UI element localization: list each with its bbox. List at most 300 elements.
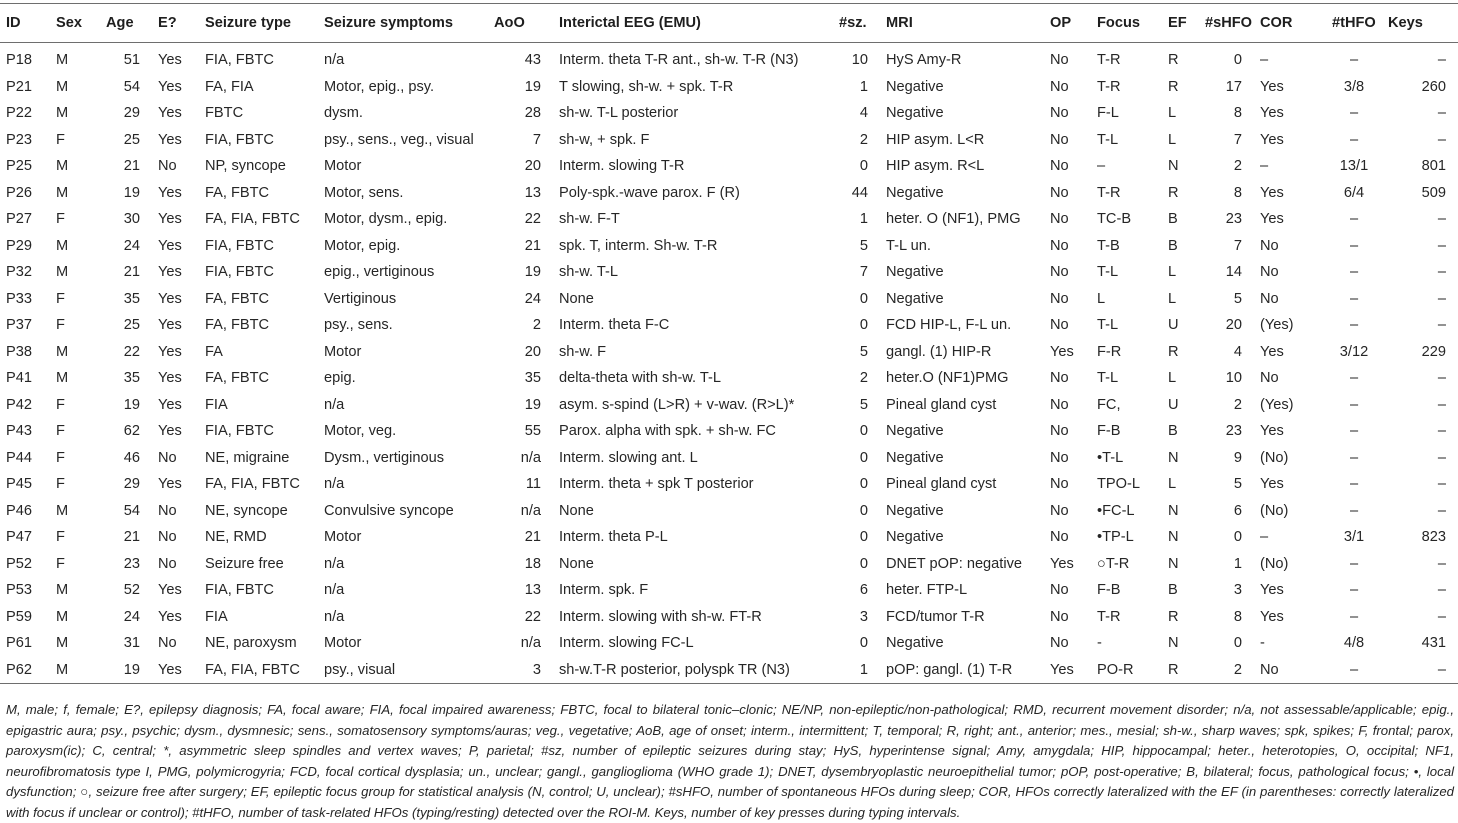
cell-ef: U <box>1168 396 1179 413</box>
cell-thfo: – <box>1349 370 1359 387</box>
cell-id: P38 <box>6 343 32 360</box>
cell-id: P41 <box>6 370 32 387</box>
cell-cor: Yes <box>1260 582 1284 599</box>
cell-epilepsy: Yes <box>158 290 182 307</box>
cell-sz-count: 5 <box>859 396 868 413</box>
cell-eeg: Interm. spk. F <box>559 582 649 599</box>
cell-op: No <box>1050 211 1069 228</box>
cell-keys: – <box>1437 105 1446 122</box>
table-row <box>0 498 1458 525</box>
cell-sex: M <box>56 661 69 678</box>
cell-aoo: 13 <box>524 582 541 599</box>
cell-mri: Negative <box>886 264 944 281</box>
cell-thfo: – <box>1349 105 1359 122</box>
cell-keys: – <box>1437 211 1446 228</box>
cell-sex: M <box>56 105 69 122</box>
cell-keys: 431 <box>1421 635 1446 652</box>
header-ef: EF <box>1168 15 1187 31</box>
cell-focus: ○T-R <box>1097 555 1130 572</box>
cell-sex: M <box>56 370 69 387</box>
cell-age: 19 <box>123 396 140 413</box>
table-row <box>0 74 1458 101</box>
cell-focus: F-B <box>1097 582 1121 599</box>
header-sex: Sex <box>56 15 82 31</box>
cell-aoo: 18 <box>524 555 541 572</box>
cell-op: No <box>1050 529 1069 546</box>
cell-thfo: – <box>1349 52 1359 69</box>
cell-aoo: 21 <box>524 237 541 254</box>
cell-seizure-symptoms: n/a <box>324 476 345 493</box>
cell-shfo: 0 <box>1233 52 1242 69</box>
cell-age: 25 <box>123 131 140 148</box>
cell-focus: PO-R <box>1097 661 1134 678</box>
cell-shfo: 8 <box>1233 608 1242 625</box>
cell-id: P62 <box>6 661 32 678</box>
cell-seizure-type: FIA <box>205 608 228 625</box>
cell-shfo: 9 <box>1233 449 1242 466</box>
cell-shfo: 17 <box>1225 78 1242 95</box>
cell-seizure-type: FIA, FBTC <box>205 264 274 281</box>
cell-keys: – <box>1437 449 1446 466</box>
table-row <box>0 233 1458 260</box>
cell-seizure-type: FA, FBTC <box>205 317 270 334</box>
cell-epilepsy: Yes <box>158 211 182 228</box>
cell-focus: T-L <box>1097 370 1119 387</box>
cell-keys: – <box>1437 582 1446 599</box>
cell-eeg: sh-w, + spk. F <box>559 131 650 148</box>
cell-age: 21 <box>123 529 140 546</box>
cell-focus: F-B <box>1097 423 1121 440</box>
cell-aoo: 35 <box>524 370 541 387</box>
cell-epilepsy: Yes <box>158 184 182 201</box>
cell-eeg: sh-w. T-L posterior <box>559 105 679 122</box>
cell-ef: U <box>1168 317 1179 334</box>
cell-epilepsy: Yes <box>158 343 182 360</box>
cell-ef: L <box>1168 131 1177 148</box>
cell-sex: M <box>56 237 69 254</box>
cell-thfo: 4/8 <box>1343 635 1365 652</box>
cell-keys: 260 <box>1421 78 1446 95</box>
cell-shfo: 8 <box>1233 184 1242 201</box>
cell-sz-count: 7 <box>859 264 868 281</box>
cell-seizure-symptoms: Vertiginous <box>324 290 397 307</box>
cell-epilepsy: No <box>158 635 177 652</box>
cell-epilepsy: Yes <box>158 264 182 281</box>
cell-focus: T-R <box>1097 608 1121 625</box>
cell-ef: R <box>1168 78 1179 95</box>
cell-sex: F <box>56 317 65 334</box>
cell-cor: Yes <box>1260 476 1284 493</box>
table-row <box>0 524 1458 551</box>
cell-id: P37 <box>6 317 32 334</box>
cell-id: P27 <box>6 211 32 228</box>
cell-thfo: – <box>1349 237 1359 254</box>
cell-eeg: Interm. slowing T-R <box>559 158 685 175</box>
cell-aoo: 43 <box>524 52 541 69</box>
cell-op: Yes <box>1050 661 1074 678</box>
cell-seizure-type: FA, FIA, FBTC <box>205 661 300 678</box>
cell-age: 29 <box>123 476 140 493</box>
table-row <box>0 551 1458 578</box>
cell-age: 19 <box>123 661 140 678</box>
cell-seizure-symptoms: psy., sens. <box>324 317 393 334</box>
cell-cor: No <box>1260 264 1279 281</box>
cell-mri: HIP asym. L<R <box>886 131 985 148</box>
cell-aoo: 24 <box>524 290 541 307</box>
cell-mri: heter. O (NF1), PMG <box>886 211 1021 228</box>
cell-shfo: 0 <box>1233 635 1242 652</box>
cell-sz-count: 5 <box>859 237 868 254</box>
cell-seizure-symptoms: Motor <box>324 343 362 360</box>
cell-op: No <box>1050 105 1069 122</box>
cell-cor: Yes <box>1260 131 1284 148</box>
cell-shfo: 2 <box>1233 661 1242 678</box>
cell-aoo: 19 <box>524 264 541 281</box>
cell-thfo: – <box>1349 661 1359 678</box>
cell-thfo: – <box>1349 211 1359 228</box>
cell-thfo: – <box>1349 476 1359 493</box>
cell-sz-count: 0 <box>859 158 868 175</box>
table-row <box>0 339 1458 366</box>
cell-age: 24 <box>123 237 140 254</box>
header-sz-count: #sz. <box>839 15 867 31</box>
cell-age: 21 <box>123 264 140 281</box>
cell-op: No <box>1050 449 1069 466</box>
cell-op: No <box>1050 158 1069 175</box>
cell-op: No <box>1050 290 1069 307</box>
table-row <box>0 259 1458 286</box>
cell-shfo: 3 <box>1233 582 1242 599</box>
cell-epilepsy: Yes <box>158 370 182 387</box>
cell-cor: (Yes) <box>1260 396 1294 413</box>
cell-op: No <box>1050 264 1069 281</box>
cell-mri: FCD/tumor T-R <box>886 608 985 625</box>
cell-age: 52 <box>123 582 140 599</box>
cell-age: 19 <box>123 184 140 201</box>
cell-sz-count: 3 <box>859 608 868 625</box>
cell-age: 22 <box>123 343 140 360</box>
cell-epilepsy: Yes <box>158 78 182 95</box>
cell-sex: M <box>56 502 69 519</box>
cell-cor: Yes <box>1260 211 1284 228</box>
cell-ef: B <box>1168 423 1178 440</box>
cell-sz-count: 6 <box>859 582 868 599</box>
cell-seizure-type: FIA <box>205 396 228 413</box>
cell-shfo: 5 <box>1233 290 1242 307</box>
cell-aoo: 19 <box>524 78 541 95</box>
cell-sz-count: 1 <box>859 211 868 228</box>
cell-seizure-symptoms: n/a <box>324 52 345 69</box>
cell-aoo: 13 <box>524 184 541 201</box>
cell-keys: – <box>1437 237 1446 254</box>
cell-keys: 509 <box>1421 184 1446 201</box>
cell-thfo: – <box>1349 449 1359 466</box>
cell-thfo: – <box>1349 423 1359 440</box>
cell-cor: Yes <box>1260 423 1284 440</box>
cell-mri: FCD HIP-L, F-L un. <box>886 317 1012 334</box>
cell-id: P45 <box>6 476 32 493</box>
cell-cor: No <box>1260 661 1279 678</box>
cell-age: 54 <box>123 78 140 95</box>
cell-eeg: Interm. theta T-R ant., sh-w. T-R (N3) <box>559 52 799 69</box>
cell-ef: N <box>1168 449 1179 466</box>
cell-aoo: 20 <box>524 158 541 175</box>
cell-eeg: Interm. slowing with sh-w. FT-R <box>559 608 762 625</box>
header-eeg: Interictal EEG (EMU) <box>559 15 701 31</box>
header-shfo: #sHFO <box>1205 15 1253 31</box>
cell-cor: (No) <box>1260 502 1289 519</box>
cell-aoo: n/a <box>520 635 541 652</box>
cell-mri: heter.O (NF1)PMG <box>886 370 1009 387</box>
cell-id: P23 <box>6 131 32 148</box>
cell-sz-count: 44 <box>851 184 868 201</box>
cell-epilepsy: No <box>158 158 177 175</box>
cell-shfo: 14 <box>1225 264 1242 281</box>
cell-seizure-type: NE, paroxysm <box>205 635 297 652</box>
cell-op: No <box>1050 370 1069 387</box>
cell-sz-count: 1 <box>859 661 868 678</box>
cell-cor: – <box>1260 158 1269 175</box>
cell-sz-count: 2 <box>859 131 868 148</box>
cell-shfo: 7 <box>1233 131 1242 148</box>
cell-id: P26 <box>6 184 32 201</box>
header-age: Age <box>106 15 134 31</box>
cell-aoo: 2 <box>532 317 541 334</box>
cell-shfo: 8 <box>1233 105 1242 122</box>
cell-cor: No <box>1260 370 1279 387</box>
cell-mri: heter. FTP-L <box>886 582 968 599</box>
cell-seizure-symptoms: n/a <box>324 582 345 599</box>
cell-seizure-type: FIA, FBTC <box>205 582 274 599</box>
cell-shfo: 23 <box>1225 423 1242 440</box>
cell-focus: •T-L <box>1097 449 1124 466</box>
cell-id: P42 <box>6 396 32 413</box>
cell-mri: Negative <box>886 290 944 307</box>
cell-cor: Yes <box>1260 608 1284 625</box>
cell-sz-count: 0 <box>859 529 868 546</box>
cell-id: P21 <box>6 78 32 95</box>
cell-op: No <box>1050 476 1069 493</box>
cell-epilepsy: Yes <box>158 582 182 599</box>
cell-seizure-symptoms: n/a <box>324 555 345 572</box>
cell-aoo: 22 <box>524 211 541 228</box>
cell-sz-count: 0 <box>859 290 868 307</box>
cell-cor: No <box>1260 237 1279 254</box>
cell-ef: R <box>1168 661 1179 678</box>
cell-epilepsy: Yes <box>158 105 182 122</box>
cell-epilepsy: Yes <box>158 423 182 440</box>
cell-eeg: Interm. theta F-C <box>559 317 670 334</box>
cell-eeg: None <box>559 502 594 519</box>
cell-sz-count: 0 <box>859 635 868 652</box>
cell-eeg: asym. s-spind (L>R) + v-wav. (R>L)* <box>559 396 795 413</box>
table-row <box>0 657 1458 684</box>
cell-shfo: 6 <box>1233 502 1242 519</box>
cell-sex: F <box>56 423 65 440</box>
cell-seizure-type: FIA, FBTC <box>205 131 274 148</box>
cell-focus: T-R <box>1097 52 1121 69</box>
cell-cor: - <box>1260 635 1265 652</box>
cell-sz-count: 0 <box>859 476 868 493</box>
cell-sex: F <box>56 131 65 148</box>
cell-mri: Negative <box>886 78 944 95</box>
cell-thfo: – <box>1349 608 1359 625</box>
cell-sz-count: 0 <box>859 317 868 334</box>
cell-keys: – <box>1437 476 1446 493</box>
cell-eeg: None <box>559 555 594 572</box>
cell-focus: T-R <box>1097 184 1121 201</box>
cell-sz-count: 5 <box>859 343 868 360</box>
cell-cor: (No) <box>1260 449 1289 466</box>
cell-sex: F <box>56 396 65 413</box>
cell-seizure-type: NP, syncope <box>205 158 286 175</box>
cell-cor: Yes <box>1260 78 1284 95</box>
cell-epilepsy: No <box>158 502 177 519</box>
cell-seizure-type: FA, FBTC <box>205 290 270 307</box>
cell-age: 46 <box>123 449 140 466</box>
cell-epilepsy: Yes <box>158 52 182 69</box>
cell-shfo: 0 <box>1233 529 1242 546</box>
cell-ef: N <box>1168 635 1179 652</box>
cell-seizure-symptoms: epig. <box>324 370 356 387</box>
header-epilepsy: E? <box>158 15 177 31</box>
cell-eeg: spk. T, interm. Sh-w. T-R <box>559 237 718 254</box>
table-row <box>0 153 1458 180</box>
cell-mri: Negative <box>886 529 944 546</box>
cell-sz-count: 10 <box>851 52 868 69</box>
cell-focus: T-L <box>1097 131 1119 148</box>
cell-mri: Pineal gland cyst <box>886 396 997 413</box>
cell-keys: – <box>1437 502 1446 519</box>
cell-eeg: Interm. theta P-L <box>559 529 668 546</box>
cell-thfo: – <box>1349 502 1359 519</box>
cell-eeg: sh-w. F <box>559 343 607 360</box>
cell-keys: – <box>1437 396 1446 413</box>
cell-focus: - <box>1097 635 1102 652</box>
cell-keys: – <box>1437 317 1446 334</box>
cell-cor: (Yes) <box>1260 317 1294 334</box>
header-op: OP <box>1050 15 1072 31</box>
cell-mri: Negative <box>886 184 944 201</box>
cell-sex: F <box>56 476 65 493</box>
cell-ef: B <box>1168 237 1178 254</box>
cell-sz-count: 0 <box>859 449 868 466</box>
cell-sex: M <box>56 582 69 599</box>
cell-mri: Negative <box>886 449 944 466</box>
cell-mri: Negative <box>886 635 944 652</box>
cell-eeg: sh-w. T-L <box>559 264 618 281</box>
cell-sex: M <box>56 343 69 360</box>
cell-shfo: 20 <box>1225 317 1242 334</box>
cell-seizure-type: Seizure free <box>205 555 284 572</box>
cell-aoo: 11 <box>525 476 541 493</box>
table-row <box>0 127 1458 154</box>
cell-aoo: 28 <box>524 105 541 122</box>
cell-thfo: 3/1 <box>1343 529 1365 546</box>
patient-table <box>0 3 1458 684</box>
cell-focus: F-R <box>1097 343 1122 360</box>
cell-aoo: 21 <box>524 529 541 546</box>
cell-ef: L <box>1168 264 1177 281</box>
cell-focus: •FC-L <box>1097 502 1135 519</box>
cell-seizure-type: FA, FIA, FBTC <box>205 476 300 493</box>
cell-focus: FC, <box>1097 396 1121 413</box>
cell-thfo: – <box>1349 131 1359 148</box>
cell-thfo: – <box>1349 317 1359 334</box>
cell-cor: (No) <box>1260 555 1289 572</box>
table-row <box>0 445 1458 472</box>
table-body <box>0 43 1458 684</box>
header-aoo: AoO <box>494 15 525 31</box>
cell-mri: gangl. (1) HIP-R <box>886 343 992 360</box>
cell-seizure-symptoms: Motor <box>324 529 362 546</box>
cell-age: 35 <box>123 290 140 307</box>
cell-seizure-type: FIA, FBTC <box>205 52 274 69</box>
cell-sex: M <box>56 78 69 95</box>
header-row <box>0 4 1458 43</box>
cell-seizure-type: NE, syncope <box>205 502 288 519</box>
cell-ef: N <box>1168 502 1179 519</box>
cell-aoo: 22 <box>524 608 541 625</box>
cell-seizure-symptoms: Convulsive syncope <box>324 502 454 519</box>
cell-ef: R <box>1168 52 1179 69</box>
cell-id: P52 <box>6 555 32 572</box>
cell-op: No <box>1050 502 1069 519</box>
cell-eeg: Poly-spk.-wave parox. F (R) <box>559 184 740 201</box>
cell-id: P22 <box>6 105 32 122</box>
cell-eeg: sh-w. F-T <box>559 211 620 228</box>
cell-focus: – <box>1097 158 1106 175</box>
cell-op: No <box>1050 184 1069 201</box>
cell-epilepsy: No <box>158 449 177 466</box>
cell-mri: HIP asym. R<L <box>886 158 985 175</box>
cell-ef: L <box>1168 476 1177 493</box>
cell-thfo: – <box>1349 582 1359 599</box>
cell-thfo: – <box>1349 264 1359 281</box>
cell-id: P29 <box>6 237 32 254</box>
cell-age: 35 <box>123 370 140 387</box>
cell-epilepsy: Yes <box>158 661 182 678</box>
cell-id: P33 <box>6 290 32 307</box>
cell-cor: No <box>1260 290 1279 307</box>
cell-eeg: None <box>559 290 594 307</box>
cell-epilepsy: Yes <box>158 237 182 254</box>
cell-sex: M <box>56 264 69 281</box>
cell-thfo: 6/4 <box>1343 184 1365 201</box>
cell-epilepsy: No <box>158 555 177 572</box>
table-footnote: M, male; f, female; E?, epilepsy diagnosis; FA, focal aware; FIA, focal impaired awareness; FBTC, focal to bilateral tonic–clonic; NE/NP, non-epileptic/non-pathological; RMD, recurrent movement disorder; n/a, not assessable/applicable; epig., epigastric aura; psy., psychic; dysm., dysmnesic; sens., somatosensory symptoms/auras; veg., vegetative; AoB, age of onset; interm., intermittent; T, temporal; R, right; ant., anterior; mes., mesial; sh-w., sharp waves; spk, spikes; F, frontal; parox, paroxysm(ic); C, central; *, asymmetric sleep spindles and vertex waves; P, parietal; #sz, number of epileptic seizures during stay; HyS, hyperintense signal; Amy, amygdala; HIP, hippocampal; heter., heterotopies, O, occipital; NF1, neurofibromatosis type I, PMG, polymicrogyria; FCD, focal cortical dysplasia; un., unclear; gangl., ganglioglioma (WHO grade 1); DNET, dysembryoplastic neuroepithelial tumor; pOP, post-operative; B, bilateral; focus, pathological focus; •, local dysfunction; ○, seizure free after surgery; EF, epileptic focus group for statistical analysis (N, control; U, unclear); #sHFO, number of spontaneous HFOs during sleep; COR, HFOs correctly lateralized with the EF (in parentheses: correctly lateralized with focus if unclear or control); #tHFO, number of task-related HFOs (typing/resting) detected over the ROI-M. Keys, number of key presses during typing intervals. <box>6 702 1454 820</box>
cell-sex: F <box>56 449 65 466</box>
cell-seizure-symptoms: Motor <box>324 158 362 175</box>
cell-id: P32 <box>6 264 32 281</box>
header-keys: Keys <box>1388 15 1423 31</box>
cell-sz-count: 0 <box>859 502 868 519</box>
cell-shfo: 4 <box>1233 343 1242 360</box>
cell-seizure-type: FIA, FBTC <box>205 423 274 440</box>
cell-age: 23 <box>123 555 140 572</box>
cell-keys: – <box>1437 264 1446 281</box>
cell-focus: L <box>1097 290 1106 307</box>
cell-focus: •TP-L <box>1097 529 1134 546</box>
cell-id: P44 <box>6 449 32 466</box>
cell-eeg: T slowing, sh-w. + spk. T-R <box>559 78 734 95</box>
table-row <box>0 100 1458 127</box>
cell-eeg: sh-w.T-R posterior, polyspk TR (N3) <box>559 661 790 678</box>
cell-sz-count: 2 <box>859 370 868 387</box>
cell-mri: DNET pOP: negative <box>886 555 1023 572</box>
cell-id: P47 <box>6 529 32 546</box>
cell-mri: pOP: gangl. (1) T-R <box>886 661 1013 678</box>
